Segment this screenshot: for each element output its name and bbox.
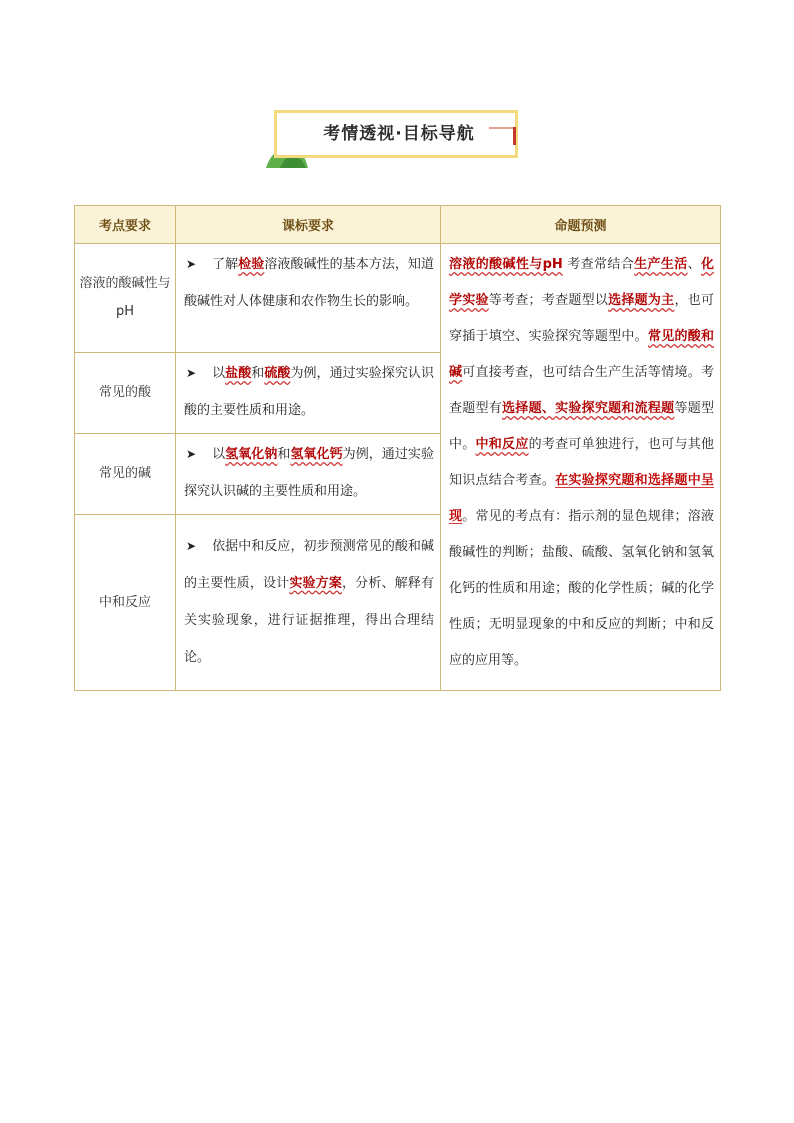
req-text: 以 [212,366,226,381]
arrow-bullet-icon: ➤ [186,538,197,553]
pred-text: 、 [687,257,701,272]
arrow-bullet-icon: ➤ [186,257,197,271]
requirement-cell [176,515,441,691]
topic-label: 中和反应 [98,594,151,610]
req-highlight: 氢氧化钠 [225,447,278,462]
req-highlight: 硫酸 [264,366,291,381]
topic-label: 溶液的酸碱性与pH [79,276,171,319]
banner-title: 考情透视·目标导航 [323,124,475,144]
pred-text: 可直接考查，也可结合生产生活等情境。考查题型有 [449,365,714,416]
pred-highlight: 化学实验 [449,257,714,308]
topic-cell [75,244,176,353]
pred-highlight: 选择题、实验探究题和流程题 [502,401,675,416]
pred-highlight: 生产生活 [634,257,688,272]
req-highlight: 盐酸 [225,366,252,381]
pred-highlight: 在实验探究题和选择题中呈现 [449,473,714,524]
req-highlight: 检验 [238,257,265,272]
pred-text: 等题型中。 [449,401,714,452]
banner-accent-line [489,127,515,129]
table-row [75,244,721,353]
header-topic: 考点要求 [75,206,176,244]
section-banner [266,108,524,168]
topic-cell [75,515,176,691]
pred-text: 。常见的考点有：指示剂的显色规律；溶液酸碱性的判断；盐酸、硫酸、氢氧化钠和氢氧化钙的性质和用途；酸的化学性质；碱的化学性质；无明显现象的中和反应的判断；中和反应的应用等。 [449,509,714,668]
pred-text: ，也可穿插于填空、实验探究等题型中。 [449,293,714,344]
pred-text: 考查常结合 [562,257,635,272]
req-text: 依据中和反应，初步预测常见的酸和碱的主要性质，设计 [184,538,434,591]
pred-text: 的考查可单独进行，也可与其他知识点结合考查。 [449,437,714,488]
topic-label: 常见的碱 [98,466,151,481]
pred-highlight: 溶液的酸碱性与pH [449,257,563,272]
req-text: 和 [277,447,291,462]
req-text: 以 [212,447,226,462]
pred-highlight: 中和反应 [475,437,529,452]
pred-text: 等考查；考查题型以 [488,293,609,308]
prediction-cell [441,244,721,691]
req-text: 为例，通过实验探究认识碱的主要性质和用途。 [184,447,434,499]
table-header-row [75,206,721,244]
req-text: 溶液酸碱性的基本方法，知道酸碱性对人体健康和农作物生长的影响。 [184,257,434,309]
req-highlight: 氢氧化钙 [290,447,343,462]
requirement-cell [176,434,441,515]
pred-highlight: 常见的酸和碱 [449,329,714,380]
banner-frame [274,110,518,158]
header-prediction: 命题预测 [441,206,721,244]
topic-label: 常见的酸 [98,385,151,400]
topic-cell [75,434,176,515]
req-text: ，分析、解释有关实验现象，进行证据推理，得出合理结论。 [184,575,434,665]
topic-cell [75,353,176,434]
pred-highlight: 选择题为主 [608,293,675,308]
req-text: 为例，通过实验探究认识酸的主要性质和用途。 [184,366,434,418]
exam-table [74,205,721,691]
banner-accent-bar [513,127,516,145]
req-text: 和 [251,366,265,381]
requirement-cell [176,353,441,434]
req-highlight: 实验方案 [289,575,342,591]
exam-table-container [74,205,720,691]
arrow-bullet-icon: ➤ [186,366,197,380]
header-requirement: 课标要求 [176,206,441,244]
req-text: 了解 [212,257,239,272]
requirement-cell [176,244,441,353]
arrow-bullet-icon: ➤ [186,447,197,461]
